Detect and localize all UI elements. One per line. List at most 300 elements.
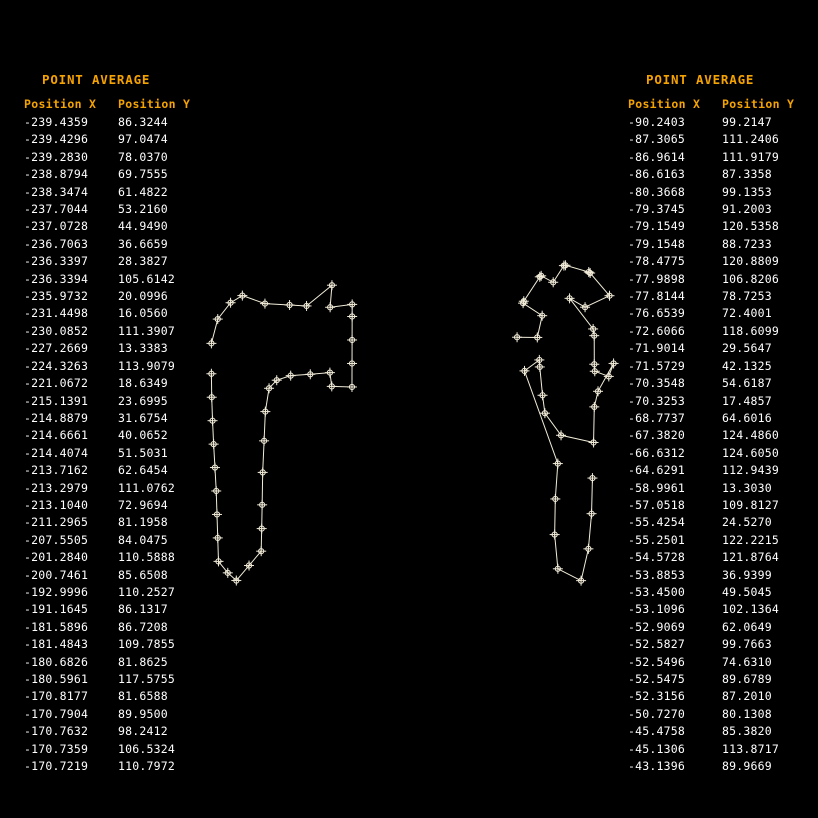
table-row bbox=[24, 427, 212, 444]
data-point-marker bbox=[587, 473, 597, 483]
table-row bbox=[628, 340, 816, 357]
cell-position-y: 86.1317 bbox=[118, 602, 168, 617]
data-point-marker bbox=[518, 298, 528, 308]
cell-position-x: -237.0728 bbox=[24, 219, 89, 234]
cell-position-x: -170.7632 bbox=[24, 724, 89, 739]
cell-position-y: 81.8625 bbox=[118, 654, 168, 669]
table-row bbox=[628, 514, 816, 531]
cell-position-x: -236.3394 bbox=[24, 271, 89, 286]
cell-position-x: -214.8879 bbox=[24, 410, 89, 425]
cell-position-x: -78.4775 bbox=[628, 254, 685, 269]
cell-position-x: -213.1040 bbox=[24, 497, 89, 512]
data-point-marker bbox=[237, 291, 247, 301]
cell-position-x: -236.7063 bbox=[24, 236, 89, 251]
table-row bbox=[24, 688, 212, 705]
series-right-glyph bbox=[512, 260, 619, 585]
series-left-glyph bbox=[206, 280, 357, 585]
data-point-marker bbox=[211, 486, 221, 496]
cell-position-x: -86.9614 bbox=[628, 149, 685, 164]
table-row bbox=[628, 358, 816, 375]
table-row bbox=[628, 305, 816, 322]
cell-position-x: -230.0852 bbox=[24, 323, 89, 338]
cell-position-y: 89.9500 bbox=[118, 706, 168, 721]
cell-position-y: 106.5324 bbox=[118, 741, 175, 756]
cell-position-x: -67.3820 bbox=[628, 428, 685, 443]
cell-position-x: -45.4758 bbox=[628, 724, 685, 739]
cell-position-x: -64.6291 bbox=[628, 463, 685, 478]
table-row bbox=[628, 323, 816, 340]
cell-position-y: 81.6588 bbox=[118, 689, 168, 704]
cell-position-y: 13.3030 bbox=[722, 480, 772, 495]
cell-position-x: -54.5728 bbox=[628, 550, 685, 565]
cell-position-y: 99.7663 bbox=[722, 637, 772, 652]
cell-position-y: 99.2147 bbox=[722, 115, 772, 129]
table-row bbox=[628, 253, 816, 270]
cell-position-y: 121.8764 bbox=[722, 550, 779, 565]
cell-position-x: -170.7904 bbox=[24, 706, 89, 721]
table-row bbox=[628, 480, 816, 497]
cell-position-x: -181.5896 bbox=[24, 619, 89, 634]
cell-position-x: -238.3474 bbox=[24, 184, 89, 199]
table-row bbox=[24, 184, 212, 201]
data-point-marker bbox=[207, 392, 217, 402]
cell-position-x: -52.3156 bbox=[628, 689, 685, 704]
table-row bbox=[24, 758, 212, 775]
cell-position-y: 112.9439 bbox=[722, 463, 779, 478]
table-row bbox=[628, 636, 816, 653]
point-average-panel-left bbox=[24, 72, 212, 775]
data-point-marker bbox=[347, 299, 357, 309]
cell-position-y: 62.6454 bbox=[118, 463, 168, 478]
cell-position-y: 78.7253 bbox=[722, 289, 772, 304]
table-row bbox=[24, 480, 212, 497]
data-point-marker bbox=[347, 335, 357, 345]
data-point-marker bbox=[538, 390, 548, 400]
cell-position-x: -71.9014 bbox=[628, 341, 685, 356]
cell-position-x: -227.2669 bbox=[24, 341, 89, 356]
cell-position-y: 120.8809 bbox=[722, 254, 779, 269]
data-point-marker bbox=[609, 358, 619, 368]
table-row bbox=[24, 462, 212, 479]
table-row bbox=[628, 131, 816, 148]
cell-position-y: 18.6349 bbox=[118, 376, 168, 391]
series-path bbox=[517, 265, 614, 580]
cell-position-y: 80.1308 bbox=[722, 706, 772, 721]
table-row bbox=[24, 497, 212, 514]
cell-position-x: -71.5729 bbox=[628, 358, 685, 373]
data-point-marker bbox=[519, 366, 529, 376]
cell-position-y: 62.0649 bbox=[722, 619, 772, 634]
cell-position-y: 102.1364 bbox=[722, 602, 779, 617]
cell-position-y: 88.7233 bbox=[722, 236, 772, 251]
table-row bbox=[628, 497, 816, 514]
cell-position-y: 109.7855 bbox=[118, 637, 175, 652]
table-row bbox=[24, 218, 212, 235]
panel-title-right: POINT AVERAGE bbox=[646, 72, 755, 87]
cell-position-y: 72.4001 bbox=[722, 306, 772, 321]
cell-position-y: 113.8717 bbox=[722, 741, 779, 756]
cell-position-x: -80.3668 bbox=[628, 184, 685, 199]
data-point-marker bbox=[258, 467, 268, 477]
cell-position-y: 117.5755 bbox=[118, 672, 175, 686]
cell-position-y: 13.3383 bbox=[118, 341, 168, 356]
cell-position-y: 72.9694 bbox=[118, 497, 168, 512]
cell-position-x: -68.7737 bbox=[628, 410, 685, 425]
cell-position-x: -87.3065 bbox=[628, 132, 685, 147]
cell-position-y: 110.7972 bbox=[118, 759, 175, 774]
cell-position-y: 36.9399 bbox=[722, 567, 772, 582]
cell-position-x: -231.4498 bbox=[24, 306, 89, 321]
cell-position-y: 84.0475 bbox=[118, 532, 168, 547]
data-point-marker bbox=[213, 533, 223, 543]
table-row bbox=[628, 445, 816, 462]
table-row bbox=[24, 114, 212, 131]
table-row bbox=[24, 166, 212, 183]
cell-position-x: -213.7162 bbox=[24, 463, 89, 478]
cell-position-y: 51.5031 bbox=[118, 445, 168, 460]
data-point-marker bbox=[550, 530, 560, 540]
data-point-marker bbox=[206, 338, 216, 348]
table-row bbox=[24, 723, 212, 740]
point-average-panel-right bbox=[628, 72, 816, 775]
cell-position-x: -180.6826 bbox=[24, 654, 89, 669]
table-row bbox=[628, 671, 816, 688]
data-point-marker bbox=[535, 362, 545, 372]
cell-position-x: -180.5961 bbox=[24, 672, 89, 686]
table-row bbox=[628, 619, 816, 636]
table-row bbox=[24, 323, 212, 340]
cell-position-y: 81.1958 bbox=[118, 515, 168, 530]
cell-position-x: -237.7044 bbox=[24, 202, 89, 217]
table-row bbox=[24, 410, 212, 427]
table-row bbox=[628, 758, 816, 775]
cell-position-y: 120.5358 bbox=[722, 219, 779, 234]
data-point-marker bbox=[588, 324, 598, 334]
cell-position-x: -90.2403 bbox=[628, 115, 685, 129]
cell-position-x: -76.6539 bbox=[628, 306, 685, 321]
series-path bbox=[211, 285, 352, 580]
data-point-marker bbox=[589, 331, 599, 341]
table-row bbox=[24, 358, 212, 375]
cell-position-y: 89.6789 bbox=[722, 672, 772, 686]
data-point-marker bbox=[347, 358, 357, 368]
cell-position-y: 124.6050 bbox=[722, 445, 779, 460]
cell-position-x: -79.1548 bbox=[628, 236, 685, 251]
data-point-marker bbox=[593, 386, 603, 396]
data-point-marker bbox=[257, 500, 267, 510]
cell-position-x: -55.2501 bbox=[628, 532, 685, 547]
data-point-marker bbox=[512, 332, 522, 342]
data-point-marker bbox=[206, 369, 216, 379]
table-row bbox=[628, 462, 816, 479]
cell-position-x: -70.3253 bbox=[628, 393, 685, 408]
table-row bbox=[628, 288, 816, 305]
table-row bbox=[24, 514, 212, 531]
point-plot bbox=[200, 250, 620, 590]
table-row bbox=[628, 236, 816, 253]
data-point-marker bbox=[565, 293, 575, 303]
data-point-marker bbox=[212, 509, 222, 519]
data-point-marker bbox=[587, 509, 597, 519]
data-point-marker bbox=[226, 298, 236, 308]
cell-position-y: 124.4860 bbox=[722, 428, 779, 443]
cell-position-y: 31.6754 bbox=[118, 410, 168, 425]
data-rows-right bbox=[628, 114, 816, 775]
data-point-marker bbox=[259, 436, 269, 446]
cell-position-x: -239.4359 bbox=[24, 115, 89, 129]
cell-position-y: 87.2010 bbox=[722, 689, 772, 704]
cell-position-x: -53.8853 bbox=[628, 567, 685, 582]
cell-position-y: 109.8127 bbox=[722, 497, 779, 512]
cell-position-x: -201.2840 bbox=[24, 550, 89, 565]
table-row bbox=[24, 149, 212, 166]
cell-position-x: -239.4296 bbox=[24, 132, 89, 147]
cell-position-y: 111.2406 bbox=[722, 132, 779, 147]
cell-position-x: -191.1645 bbox=[24, 602, 89, 617]
cell-position-x: -213.2979 bbox=[24, 480, 89, 495]
data-point-marker bbox=[213, 314, 223, 324]
cell-position-y: 28.3827 bbox=[118, 254, 168, 269]
cell-position-x: -181.4843 bbox=[24, 637, 89, 652]
table-row bbox=[628, 567, 816, 584]
cell-position-x: -224.3263 bbox=[24, 358, 89, 373]
cell-position-y: 16.0560 bbox=[118, 306, 168, 321]
data-point-marker bbox=[325, 368, 335, 378]
data-point-marker bbox=[347, 382, 357, 392]
cell-position-x: -207.5505 bbox=[24, 532, 89, 547]
cell-position-x: -58.9961 bbox=[628, 480, 685, 495]
table-row bbox=[24, 201, 212, 218]
table-row bbox=[628, 393, 816, 410]
column-headers-left bbox=[24, 97, 212, 111]
table-row bbox=[24, 601, 212, 618]
cell-position-x: -200.7461 bbox=[24, 567, 89, 582]
cell-position-y: 110.5888 bbox=[118, 550, 175, 565]
cell-position-x: -221.0672 bbox=[24, 376, 89, 391]
table-row bbox=[24, 271, 212, 288]
cell-position-x: -52.9069 bbox=[628, 619, 685, 634]
cell-position-x: -52.5496 bbox=[628, 654, 685, 669]
cell-position-x: -66.6312 bbox=[628, 445, 685, 460]
data-point-marker bbox=[260, 407, 270, 417]
table-row bbox=[628, 706, 816, 723]
cell-position-y: 87.3358 bbox=[722, 167, 772, 182]
cell-position-x: -45.1306 bbox=[628, 741, 685, 756]
cell-position-x: -79.3745 bbox=[628, 202, 685, 217]
table-row bbox=[628, 549, 816, 566]
cell-position-y: 20.0996 bbox=[118, 289, 168, 304]
cell-position-y: 111.3907 bbox=[118, 323, 175, 338]
cell-position-x: -79.1549 bbox=[628, 219, 685, 234]
cell-position-x: -236.3397 bbox=[24, 254, 89, 269]
data-point-marker bbox=[286, 371, 296, 381]
cell-position-y: 78.0370 bbox=[118, 149, 168, 164]
column-header-position-y-left: Position Y bbox=[118, 97, 191, 111]
cell-position-y: 91.2003 bbox=[722, 202, 772, 217]
data-point-marker bbox=[548, 277, 558, 287]
cell-position-x: -70.3548 bbox=[628, 376, 685, 391]
data-point-marker bbox=[590, 366, 600, 376]
data-point-marker bbox=[285, 300, 295, 310]
data-point-marker bbox=[537, 311, 547, 321]
table-row bbox=[24, 340, 212, 357]
cell-position-x: -43.1396 bbox=[628, 759, 685, 774]
cell-position-y: 97.0474 bbox=[118, 132, 168, 147]
column-header-position-x-right: Position X bbox=[628, 97, 701, 111]
cell-position-x: -239.2830 bbox=[24, 149, 89, 164]
data-point-marker bbox=[210, 463, 220, 473]
plot-svg bbox=[200, 250, 620, 590]
data-point-marker bbox=[257, 524, 267, 534]
cell-position-y: 36.6659 bbox=[118, 236, 168, 251]
cell-position-y: 61.4822 bbox=[118, 184, 168, 199]
cell-position-x: -72.6066 bbox=[628, 323, 685, 338]
cell-position-y: 89.9669 bbox=[722, 759, 772, 774]
cell-position-x: -170.7219 bbox=[24, 759, 89, 774]
cell-position-y: 69.7555 bbox=[118, 167, 168, 182]
table-row bbox=[628, 427, 816, 444]
cell-position-y: 105.6142 bbox=[118, 271, 175, 286]
cell-position-y: 98.2412 bbox=[118, 724, 168, 739]
data-point-marker bbox=[550, 494, 560, 504]
cell-position-y: 86.7208 bbox=[118, 619, 168, 634]
cell-position-x: -77.8144 bbox=[628, 289, 685, 304]
cell-position-y: 24.5270 bbox=[722, 515, 772, 530]
cell-position-y: 111.9179 bbox=[722, 149, 779, 164]
cell-position-x: -170.8177 bbox=[24, 689, 89, 704]
cell-position-y: 64.6016 bbox=[722, 410, 772, 425]
cell-position-y: 42.1325 bbox=[722, 358, 772, 373]
table-row bbox=[628, 218, 816, 235]
table-row bbox=[628, 601, 816, 618]
table-row bbox=[628, 741, 816, 758]
cell-position-x: -52.5475 bbox=[628, 672, 685, 686]
data-point-marker bbox=[553, 564, 563, 574]
data-point-marker bbox=[347, 311, 357, 321]
cell-position-y: 54.6187 bbox=[722, 376, 772, 391]
table-row bbox=[628, 375, 816, 392]
cell-position-x: -86.6163 bbox=[628, 167, 685, 182]
cell-position-y: 113.9079 bbox=[118, 358, 175, 373]
table-row bbox=[24, 706, 212, 723]
cell-position-y: 49.5045 bbox=[722, 584, 772, 599]
cell-position-y: 99.1353 bbox=[722, 184, 772, 199]
table-row bbox=[24, 741, 212, 758]
data-point-marker bbox=[208, 416, 218, 426]
data-point-marker bbox=[576, 576, 586, 586]
data-rows-left bbox=[24, 114, 212, 775]
cell-position-x: -50.7270 bbox=[628, 706, 685, 721]
table-row bbox=[24, 131, 212, 148]
table-row bbox=[628, 166, 816, 183]
table-row bbox=[628, 410, 816, 427]
table-row bbox=[628, 184, 816, 201]
data-point-marker bbox=[580, 302, 590, 312]
cell-position-y: 122.2215 bbox=[722, 532, 779, 547]
cell-position-x: -170.7359 bbox=[24, 741, 89, 756]
table-row bbox=[24, 236, 212, 253]
cell-position-x: -57.0518 bbox=[628, 497, 685, 512]
table-row bbox=[24, 532, 212, 549]
column-headers-right bbox=[628, 97, 816, 111]
table-row bbox=[24, 288, 212, 305]
table-row bbox=[24, 549, 212, 566]
cell-position-x: -215.1391 bbox=[24, 393, 89, 408]
cell-position-y: 17.4857 bbox=[722, 393, 772, 408]
cell-position-y: 110.2527 bbox=[118, 584, 175, 599]
cell-position-x: -214.6661 bbox=[24, 428, 89, 443]
table-row bbox=[24, 567, 212, 584]
table-row bbox=[24, 305, 212, 322]
cell-position-y: 111.0762 bbox=[118, 480, 175, 495]
cell-position-x: -214.4074 bbox=[24, 445, 89, 460]
cell-position-x: -55.4254 bbox=[628, 515, 685, 530]
data-point-marker bbox=[325, 302, 335, 312]
cell-position-x: -77.9898 bbox=[628, 271, 685, 286]
data-point-marker bbox=[260, 299, 270, 309]
table-row bbox=[24, 654, 212, 671]
table-row bbox=[24, 619, 212, 636]
table-row bbox=[24, 393, 212, 410]
column-header-position-x-left: Position X bbox=[24, 97, 97, 111]
cell-position-y: 85.3820 bbox=[722, 724, 772, 739]
cell-position-y: 44.9490 bbox=[118, 219, 168, 234]
cell-position-x: -192.9996 bbox=[24, 584, 89, 599]
table-row bbox=[24, 253, 212, 270]
data-point-marker bbox=[209, 439, 219, 449]
table-row bbox=[24, 671, 212, 688]
data-point-marker bbox=[532, 332, 542, 342]
cell-position-y: 85.6508 bbox=[118, 567, 168, 582]
table-row bbox=[628, 271, 816, 288]
table-row bbox=[628, 114, 816, 131]
panel-title-left: POINT AVERAGE bbox=[42, 72, 151, 87]
cell-position-y: 86.3244 bbox=[118, 115, 168, 129]
table-row bbox=[628, 723, 816, 740]
table-row bbox=[24, 375, 212, 392]
data-point-marker bbox=[604, 371, 614, 381]
data-point-marker bbox=[589, 402, 599, 412]
data-point-marker bbox=[305, 369, 315, 379]
data-point-marker bbox=[213, 556, 223, 566]
table-row bbox=[628, 532, 816, 549]
cell-position-x: -235.9732 bbox=[24, 289, 89, 304]
cell-position-x: -52.5827 bbox=[628, 637, 685, 652]
cell-position-y: 53.2160 bbox=[118, 202, 168, 217]
cell-position-y: 29.5647 bbox=[722, 341, 772, 356]
table-row bbox=[628, 688, 816, 705]
table-row bbox=[24, 636, 212, 653]
cell-position-y: 74.6310 bbox=[722, 654, 772, 669]
cell-position-x: -211.2965 bbox=[24, 515, 89, 530]
cell-position-x: -53.4500 bbox=[628, 584, 685, 599]
data-point-marker bbox=[519, 296, 529, 306]
table-row bbox=[24, 584, 212, 601]
cell-position-y: 106.8206 bbox=[722, 271, 779, 286]
column-header-position-y-right: Position Y bbox=[722, 97, 795, 111]
cell-position-y: 40.0652 bbox=[118, 428, 168, 443]
cell-position-x: -53.1096 bbox=[628, 602, 685, 617]
cell-position-y: 118.6099 bbox=[722, 323, 779, 338]
data-point-marker bbox=[583, 544, 593, 554]
table-row bbox=[628, 654, 816, 671]
table-row bbox=[628, 149, 816, 166]
cell-position-x: -238.8794 bbox=[24, 167, 89, 182]
table-row bbox=[24, 445, 212, 462]
data-point-marker bbox=[556, 430, 566, 440]
table-row bbox=[628, 584, 816, 601]
data-point-marker bbox=[553, 459, 563, 469]
